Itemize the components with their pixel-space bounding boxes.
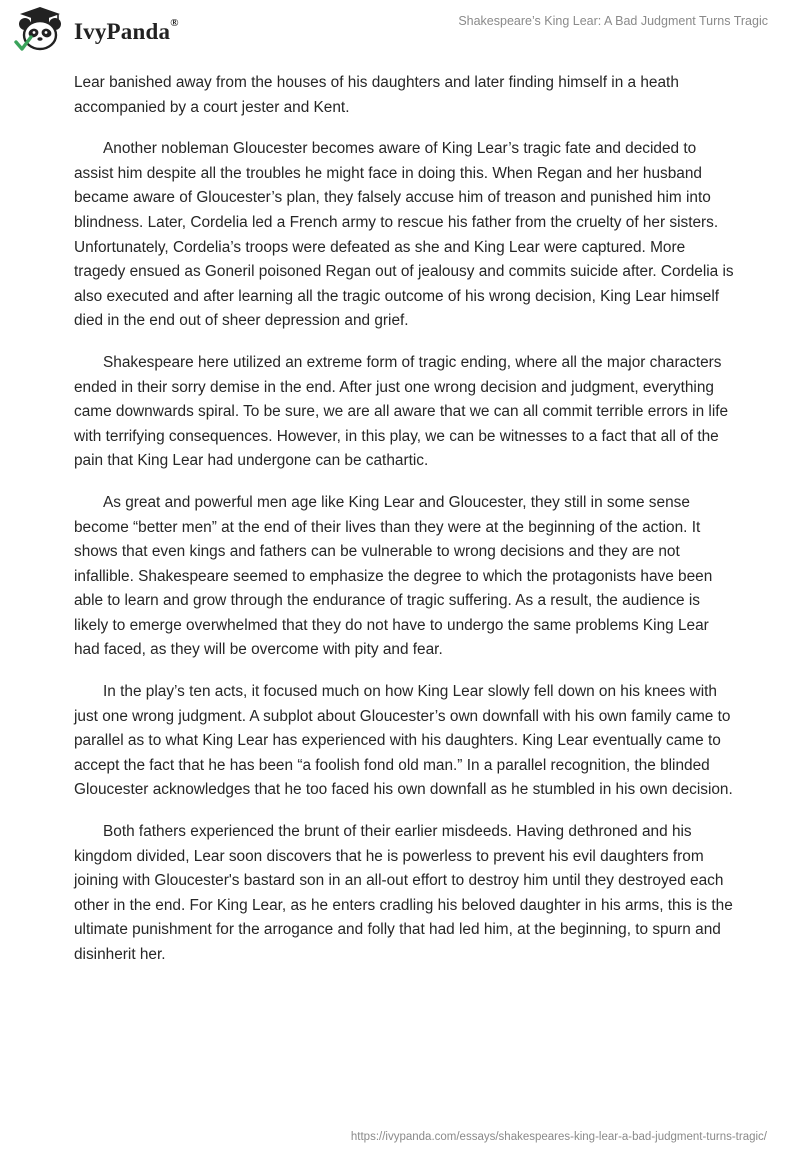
brand-name[interactable] (74, 19, 179, 45)
document-title: Shakespeare’s King Lear: A Bad Judgment Turns Tragic (458, 14, 768, 28)
brand-name-text: IvyPanda (74, 19, 171, 44)
paragraph-4: As great and powerful men age like King Lear and Gloucester, they still in some sense become “better men” at the end of their lives than they were at the beginning of the action. It shows that even kings and fathers can be vulnerable to wrong decisions and they are not infallible. Shakespeare seemed to emphasize the degree to which the protagonists have been able to learn and grow through the endurance of tragic suffering. As a result, the audience is likely to emerge overwhelmed that they do not have to undergo the same problems King Lear had faced, as they will be overcome with pity and fear. (74, 493, 713, 659)
paragraph-5: In the play’s ten acts, it focused much on how King Lear slowly fell down on his knees with just one wrong judgment. A subplot about Gloucester’s own downfall with his own family came to parallel as to what King Lear has experienced with his daughters. King Lear eventually came to accept the fact that he has been “a foolish fond old man.” In a parallel recognition, the blinded Gloucester acknowledges that he too faced his own downfall as he stumbled in his own decision. (74, 683, 733, 799)
paragraph-2: Another nobleman Gloucester becomes aware of King Lear’s tragic fate and decided to assist him despite all the troubles he might face in doing this. When Regan and her husband became aware of Gloucester’s plan, they falsely accuse him of treason and punished him into blindness. Later, Cordelia led a French army to rescue his father from the cruelty of her sisters. Unfortunately, Cordelia’s troops were defeated as she and King Lear were captured. More tragedy ensued as Goneril poisoned Regan out of jealousy and commits suicide after. Cordelia is also executed and after learning all the tragic outcome of his wrong decision, King Lear himself died in the end out of sheer depression and grief. (74, 140, 734, 330)
paragraph-3: Shakespeare here utilized an extreme form of tragic ending, where all the major characters ended in their sorry demise in the end. After just one wrong decision and judgment, everything came downwards spiral. To be sure, we are all aware that we can all commit terrible errors in life with terrifying consequences. However, in this play, we can be witnesses to a fact that all of the pain that King Lear had undergone can be cathartic. (74, 353, 729, 470)
paragraph-6: Both fathers experienced the brunt of their earlier misdeeds. Having dethroned and his kingdom divided, Lear soon discovers that he is powerless to prevent his evil daughters from joining with Gloucester's bastard son in an all-out effort to destroy him until they destroyed each other in the end. For King Lear, as he enters cradling his beloved daughter in his arms, this is the ultimate punishment for the arrogance and folly that had led him, at the beginning, to spurn and disinherit her. (74, 823, 733, 963)
registered-mark: ® (170, 17, 179, 29)
page-header (0, 0, 800, 60)
essay-body (74, 71, 736, 985)
paragraph-1: Lear banished away from the houses of his daughters and later finding himself in a heath accompanied by a court jester and Kent. (74, 74, 679, 116)
source-url[interactable]: https://ivypanda.com/essays/shakespeares-king-lear-a-bad-judgment-turns-tragic/ (350, 1131, 767, 1143)
panda-logo-icon[interactable] (14, 6, 66, 54)
